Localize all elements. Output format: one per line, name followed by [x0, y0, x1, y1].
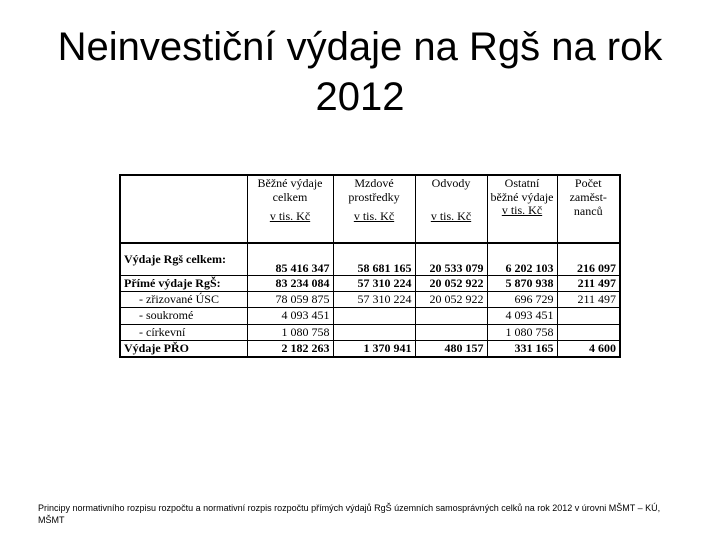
row-label: - soukromé	[121, 308, 247, 324]
cell-value	[557, 308, 619, 324]
row-label: Výdaje Rgš celkem:	[121, 243, 247, 275]
cell-value: 20 533 079	[415, 243, 487, 275]
table-row	[121, 340, 619, 356]
table-row	[121, 292, 619, 308]
table-row	[121, 243, 619, 275]
cell-value: 4 600	[557, 340, 619, 356]
slide-title-line-1: Neinvestiční výdaje na Rgš na rok	[57, 25, 663, 69]
cell-value: 480 157	[415, 340, 487, 356]
budget-table-image	[119, 174, 621, 358]
cell-value: 1 080 758	[247, 324, 333, 340]
cell-value: 20 052 922	[415, 292, 487, 308]
cell-value	[415, 324, 487, 340]
table-row	[121, 324, 619, 340]
table-row	[121, 308, 619, 324]
header-cell-odvody: Odvody v tis. Kč	[415, 176, 487, 243]
row-label: - církevní	[121, 324, 247, 340]
cell-value: 4 093 451	[247, 308, 333, 324]
header-cell-pocet-zamestnancu: Počet zaměst-nanců	[557, 176, 619, 243]
cell-value: 211 497	[557, 292, 619, 308]
footer-source-note: Principy normativního rozpisu rozpočtu a normativní rozpis rozpočtu přímých výdajů RgŠ územních samosprávných celků na rok 2012 v úrovni MŠMT – KÚ, MŠMT	[38, 503, 661, 525]
cell-value: 5 870 938	[487, 275, 557, 291]
cell-value	[415, 308, 487, 324]
cell-value: 58 681 165	[333, 243, 415, 275]
cell-value: 57 310 224	[333, 275, 415, 291]
cell-value: 83 234 084	[247, 275, 333, 291]
header-cell-label	[121, 176, 247, 243]
cell-value	[333, 324, 415, 340]
table-row	[121, 275, 619, 291]
cell-value: 20 052 922	[415, 275, 487, 291]
cell-value: 57 310 224	[333, 292, 415, 308]
row-label: Výdaje PŘO	[124, 340, 189, 355]
cell-value: 85 416 347	[247, 243, 333, 275]
cell-value: 2 182 263	[247, 340, 333, 356]
slide-title	[0, 22, 720, 122]
cell-value: 1 080 758	[487, 324, 557, 340]
header-cell-bezne-vydaje: Běžné výdaje celkem v tis. Kč	[247, 176, 333, 243]
cell-value	[557, 324, 619, 340]
cell-value: 78 059 875	[247, 292, 333, 308]
cell-value: 216 097	[557, 243, 619, 275]
table-header-row	[121, 176, 619, 243]
row-label: Přímé výdaje RgŠ:	[121, 275, 247, 291]
header-cell-mzdove-prostredky: Mzdové prostředky v tis. Kč	[333, 176, 415, 243]
row-label: - zřizované ÚSC	[121, 292, 247, 308]
cell-value: 331 165	[487, 340, 557, 356]
cell-value: 1 370 941	[333, 340, 415, 356]
header-cell-ostatni-vydaje: Ostatní běžné výdaje v tis. Kč	[487, 176, 557, 243]
slide-title-line-2: 2012	[315, 75, 405, 119]
cell-value: 6 202 103	[487, 243, 557, 275]
budget-table	[121, 176, 619, 356]
cell-value: 4 093 451	[487, 308, 557, 324]
cell-value: 696 729	[487, 292, 557, 308]
cell-value	[333, 308, 415, 324]
cell-value: 211 497	[557, 275, 619, 291]
